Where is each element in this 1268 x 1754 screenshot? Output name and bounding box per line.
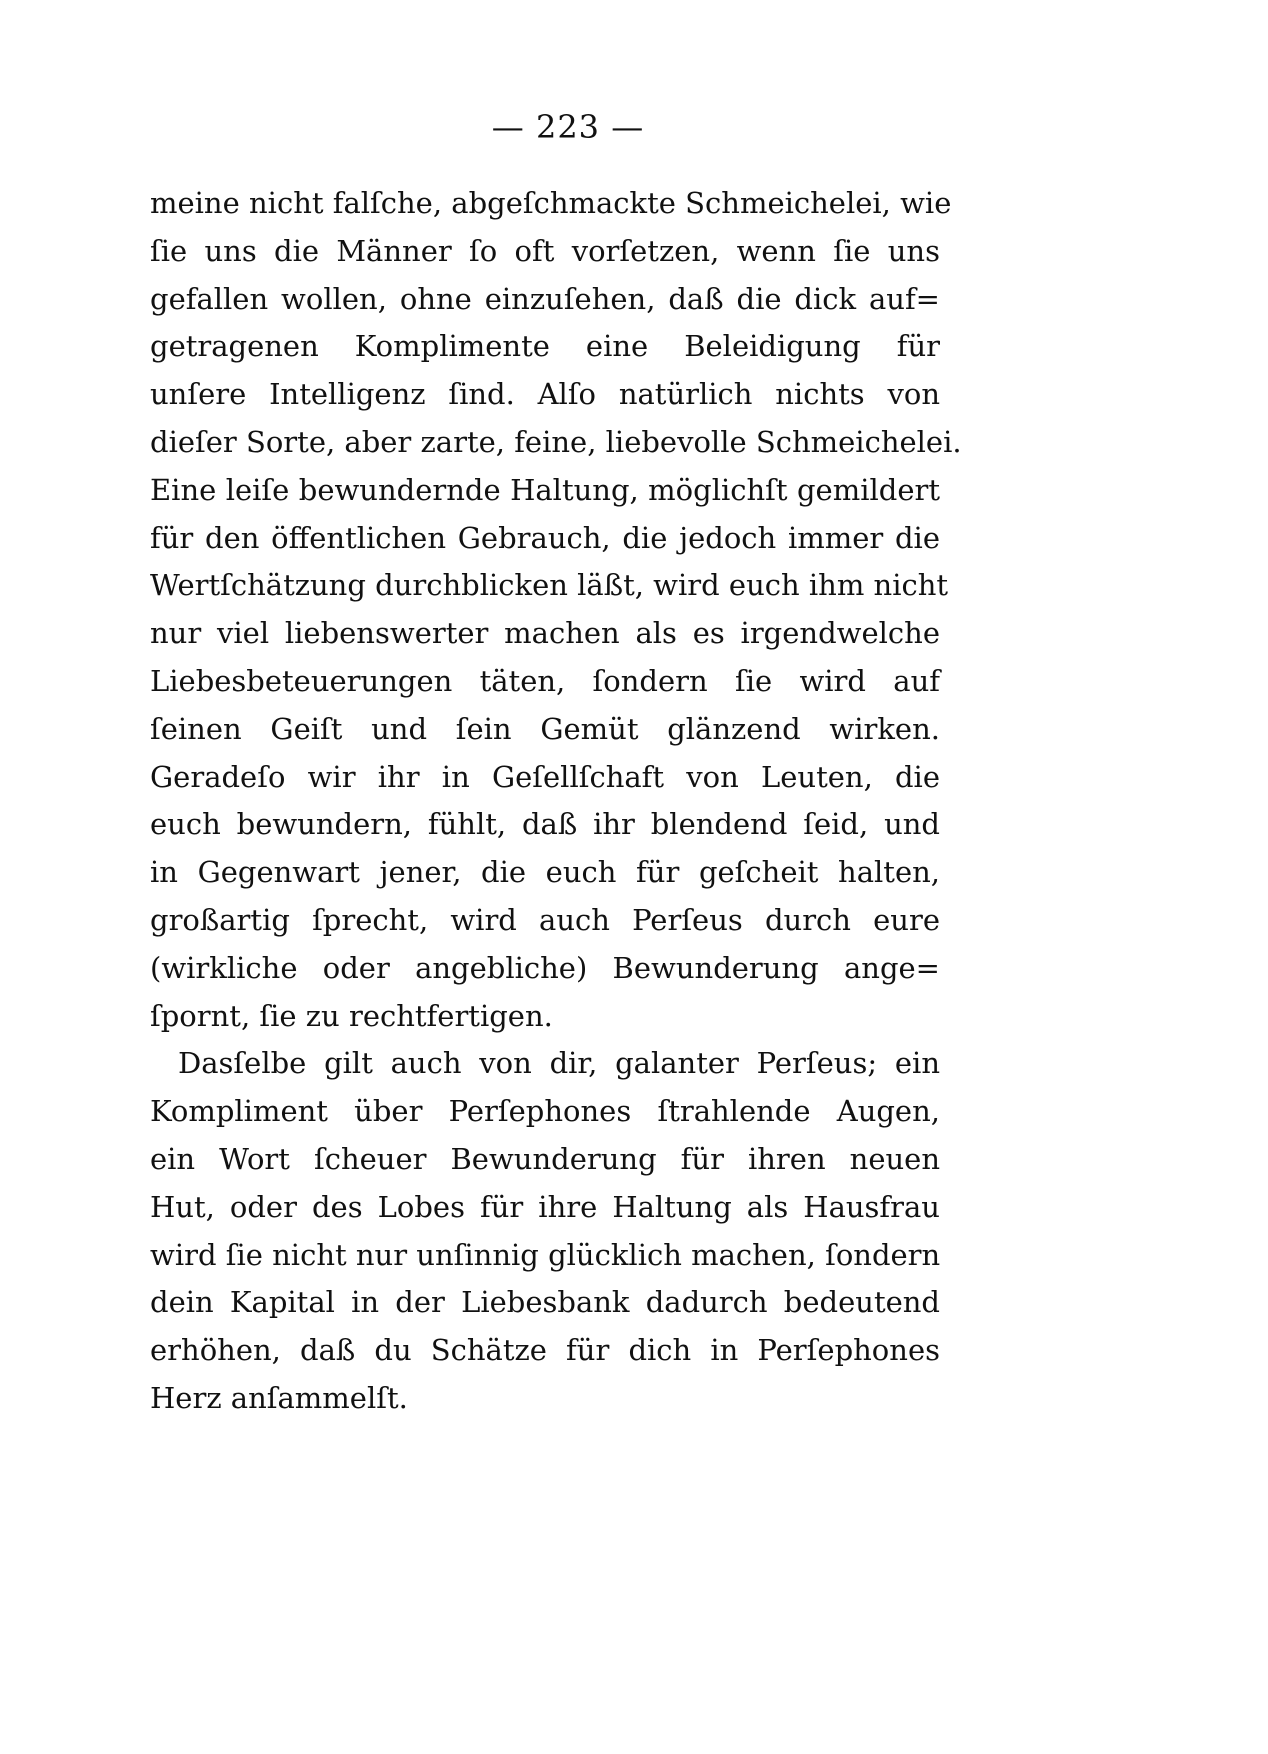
page-number: — 223 — bbox=[491, 108, 645, 146]
text-line: euch bewundern, fühlt, daß ihr blendend ſeid, und bbox=[150, 807, 940, 842]
text-line: gefallen wollen, ohne einzuſehen, daß die dick auf= bbox=[150, 281, 940, 316]
text-line: Wertſchätzung durchblicken läßt, wird euch ihm nicht bbox=[150, 568, 949, 603]
text-line: unſere Intelligenz ſind. Alſo natürlich nichts von bbox=[150, 377, 940, 412]
text-line: ſeinen Geiſt und ſein Gemüt glänzend wirken. bbox=[150, 711, 940, 746]
text-line: für den öffentlichen Gebrauch, die jedoch immer die bbox=[150, 520, 940, 555]
text-line: Herz anſammelſt. bbox=[150, 1380, 408, 1415]
text-line: Liebesbeteuerungen täten, ſondern ſie wird auf bbox=[150, 663, 940, 698]
text-line: (wirkliche oder angebliche) Bewunderung ange= bbox=[150, 950, 940, 985]
text-line: Dasſelbe gilt auch von dir, galanter Perſeus; ein bbox=[178, 1046, 940, 1081]
text-line: ein Wort ſcheuer Bewunderung für ihren neuen bbox=[150, 1141, 940, 1176]
text-line: dieſer Sorte, aber zarte, feine, liebevolle Schmeichelei. bbox=[150, 424, 962, 459]
text-line: Kompliment über Perſephones ſtrahlende Augen, bbox=[150, 1094, 940, 1129]
text-line: dein Kapital in der Liebesbank dadurch bedeutend bbox=[150, 1285, 940, 1320]
text-line: Eine leiſe bewundernde Haltung, möglichſt gemildert bbox=[150, 472, 940, 507]
text-line: nur viel liebenswerter machen als es irgendwelche bbox=[150, 616, 940, 651]
text-line: wird ſie nicht nur unſinnig glücklich machen, ſondern bbox=[150, 1237, 941, 1272]
text-line: ſie uns die Männer ſo oft vorſetzen, wenn ſie uns bbox=[150, 233, 940, 268]
text-line: ſpornt, ſie zu rechtfertigen. bbox=[150, 998, 553, 1033]
text-line: erhöhen, daß du Schätze für dich in Perſephones bbox=[150, 1333, 940, 1368]
text-line: in Gegenwart jener, die euch für geſcheit halten, bbox=[150, 855, 940, 890]
text-line: Hut, oder des Lobes für ihre Haltung als Hausfrau bbox=[150, 1189, 940, 1224]
page-body bbox=[150, 180, 962, 1423]
text-line: getragenen Komplimente eine Beleidigung für bbox=[150, 329, 940, 364]
text-line: großartig ſprecht, wird auch Perſeus durch eure bbox=[150, 902, 940, 937]
text-line: Geradeſo wir ihr in Geſellſchaft von Leuten, die bbox=[150, 759, 940, 794]
text-line: meine nicht falſche, abgeſchmackte Schmeichelei, wie bbox=[150, 186, 952, 220]
